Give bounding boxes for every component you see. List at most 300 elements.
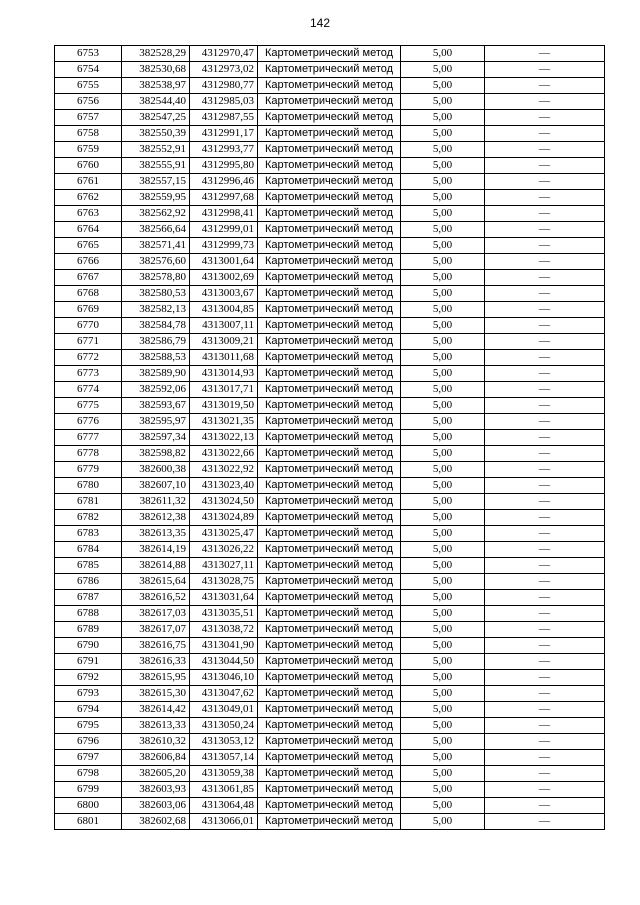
table-row <box>55 254 605 270</box>
x-coordinate-cell: 382606,84 <box>122 750 190 766</box>
x-coordinate-cell: 382598,82 <box>122 446 190 462</box>
note-cell: — <box>485 622 605 638</box>
table-row <box>55 94 605 110</box>
method-cell: Картометрический метод <box>258 238 401 254</box>
x-coordinate-cell: 382615,64 <box>122 574 190 590</box>
note-cell: — <box>485 318 605 334</box>
accuracy-cell: 5,00 <box>401 366 485 382</box>
x-coordinate-cell: 382578,80 <box>122 270 190 286</box>
method-cell: Картометрический метод <box>258 782 401 798</box>
y-coordinate-cell: 4312985,03 <box>190 94 258 110</box>
accuracy-cell: 5,00 <box>401 110 485 126</box>
x-coordinate-cell: 382550,39 <box>122 126 190 142</box>
note-cell: — <box>485 398 605 414</box>
table-row <box>55 110 605 126</box>
accuracy-cell: 5,00 <box>401 334 485 350</box>
method-cell: Картометрический метод <box>258 414 401 430</box>
table-row <box>55 814 605 830</box>
point-number-cell: 6771 <box>55 334 122 350</box>
table-row <box>55 638 605 654</box>
method-cell: Картометрический метод <box>258 686 401 702</box>
y-coordinate-cell: 4313022,92 <box>190 462 258 478</box>
note-cell: — <box>485 238 605 254</box>
table-row <box>55 238 605 254</box>
note-cell: — <box>485 206 605 222</box>
point-number-cell: 6780 <box>55 478 122 494</box>
y-coordinate-cell: 4313044,50 <box>190 654 258 670</box>
table-row <box>55 318 605 334</box>
method-cell: Картометрический метод <box>258 334 401 350</box>
x-coordinate-cell: 382617,03 <box>122 606 190 622</box>
point-number-cell: 6758 <box>55 126 122 142</box>
x-coordinate-cell: 382530,68 <box>122 62 190 78</box>
method-cell: Картометрический метод <box>258 318 401 334</box>
accuracy-cell: 5,00 <box>401 414 485 430</box>
point-number-cell: 6796 <box>55 734 122 750</box>
table-row <box>55 366 605 382</box>
accuracy-cell: 5,00 <box>401 782 485 798</box>
table-row <box>55 574 605 590</box>
note-cell: — <box>485 510 605 526</box>
x-coordinate-cell: 382595,97 <box>122 414 190 430</box>
table-row <box>55 510 605 526</box>
table-row <box>55 494 605 510</box>
x-coordinate-cell: 382584,78 <box>122 318 190 334</box>
note-cell: — <box>485 110 605 126</box>
table-row <box>55 798 605 814</box>
point-number-cell: 6764 <box>55 222 122 238</box>
x-coordinate-cell: 382614,88 <box>122 558 190 574</box>
accuracy-cell: 5,00 <box>401 238 485 254</box>
accuracy-cell: 5,00 <box>401 622 485 638</box>
note-cell: — <box>485 254 605 270</box>
point-number-cell: 6762 <box>55 190 122 206</box>
accuracy-cell: 5,00 <box>401 382 485 398</box>
point-number-cell: 6759 <box>55 142 122 158</box>
point-number-cell: 6765 <box>55 238 122 254</box>
table-row <box>55 62 605 78</box>
point-number-cell: 6756 <box>55 94 122 110</box>
point-number-cell: 6777 <box>55 430 122 446</box>
note-cell: — <box>485 606 605 622</box>
point-number-cell: 6791 <box>55 654 122 670</box>
point-number-cell: 6767 <box>55 270 122 286</box>
accuracy-cell: 5,00 <box>401 222 485 238</box>
accuracy-cell: 5,00 <box>401 174 485 190</box>
y-coordinate-cell: 4312999,73 <box>190 238 258 254</box>
table-row <box>55 462 605 478</box>
method-cell: Картометрический метод <box>258 62 401 78</box>
y-coordinate-cell: 4313028,75 <box>190 574 258 590</box>
point-number-cell: 6782 <box>55 510 122 526</box>
x-coordinate-cell: 382582,13 <box>122 302 190 318</box>
note-cell: — <box>485 286 605 302</box>
method-cell: Картометрический метод <box>258 446 401 462</box>
x-coordinate-cell: 382576,60 <box>122 254 190 270</box>
note-cell: — <box>485 158 605 174</box>
point-number-cell: 6797 <box>55 750 122 766</box>
table-row <box>55 478 605 494</box>
y-coordinate-cell: 4312987,55 <box>190 110 258 126</box>
accuracy-cell: 5,00 <box>401 446 485 462</box>
y-coordinate-cell: 4312999,01 <box>190 222 258 238</box>
accuracy-cell: 5,00 <box>401 158 485 174</box>
y-coordinate-cell: 4313059,38 <box>190 766 258 782</box>
accuracy-cell: 5,00 <box>401 766 485 782</box>
y-coordinate-cell: 4313002,69 <box>190 270 258 286</box>
accuracy-cell: 5,00 <box>401 526 485 542</box>
accuracy-cell: 5,00 <box>401 654 485 670</box>
table-row <box>55 766 605 782</box>
x-coordinate-cell: 382528,29 <box>122 46 190 62</box>
y-coordinate-cell: 4313019,50 <box>190 398 258 414</box>
x-coordinate-cell: 382586,79 <box>122 334 190 350</box>
x-coordinate-cell: 382610,32 <box>122 734 190 750</box>
table-row <box>55 606 605 622</box>
accuracy-cell: 5,00 <box>401 638 485 654</box>
x-coordinate-cell: 382544,40 <box>122 94 190 110</box>
note-cell: — <box>485 462 605 478</box>
method-cell: Картометрический метод <box>258 734 401 750</box>
accuracy-cell: 5,00 <box>401 478 485 494</box>
accuracy-cell: 5,00 <box>401 462 485 478</box>
point-number-cell: 6769 <box>55 302 122 318</box>
note-cell: — <box>485 814 605 830</box>
x-coordinate-cell: 382562,92 <box>122 206 190 222</box>
x-coordinate-cell: 382615,30 <box>122 686 190 702</box>
accuracy-cell: 5,00 <box>401 590 485 606</box>
table-row <box>55 174 605 190</box>
note-cell: — <box>485 638 605 654</box>
x-coordinate-cell: 382613,33 <box>122 718 190 734</box>
note-cell: — <box>485 382 605 398</box>
y-coordinate-cell: 4313004,85 <box>190 302 258 318</box>
accuracy-cell: 5,00 <box>401 46 485 62</box>
method-cell: Картометрический метод <box>258 222 401 238</box>
method-cell: Картометрический метод <box>258 750 401 766</box>
method-cell: Картометрический метод <box>258 494 401 510</box>
x-coordinate-cell: 382617,07 <box>122 622 190 638</box>
note-cell: — <box>485 46 605 62</box>
point-number-cell: 6779 <box>55 462 122 478</box>
coordinates-table <box>54 45 605 830</box>
accuracy-cell: 5,00 <box>401 430 485 446</box>
x-coordinate-cell: 382611,32 <box>122 494 190 510</box>
method-cell: Картометрический метод <box>258 254 401 270</box>
point-number-cell: 6794 <box>55 702 122 718</box>
method-cell: Картометрический метод <box>258 398 401 414</box>
y-coordinate-cell: 4313009,21 <box>190 334 258 350</box>
method-cell: Картометрический метод <box>258 766 401 782</box>
note-cell: — <box>485 526 605 542</box>
table-row <box>55 78 605 94</box>
x-coordinate-cell: 382580,53 <box>122 286 190 302</box>
y-coordinate-cell: 4313031,64 <box>190 590 258 606</box>
note-cell: — <box>485 702 605 718</box>
accuracy-cell: 5,00 <box>401 558 485 574</box>
method-cell: Картометрический метод <box>258 142 401 158</box>
note-cell: — <box>485 542 605 558</box>
method-cell: Картометрический метод <box>258 478 401 494</box>
table-row <box>55 286 605 302</box>
method-cell: Картометрический метод <box>258 606 401 622</box>
note-cell: — <box>485 334 605 350</box>
accuracy-cell: 5,00 <box>401 510 485 526</box>
x-coordinate-cell: 382603,93 <box>122 782 190 798</box>
accuracy-cell: 5,00 <box>401 542 485 558</box>
x-coordinate-cell: 382552,91 <box>122 142 190 158</box>
y-coordinate-cell: 4313007,11 <box>190 318 258 334</box>
accuracy-cell: 5,00 <box>401 718 485 734</box>
x-coordinate-cell: 382613,35 <box>122 526 190 542</box>
table-row <box>55 702 605 718</box>
accuracy-cell: 5,00 <box>401 286 485 302</box>
table-row <box>55 270 605 286</box>
table-row <box>55 334 605 350</box>
y-coordinate-cell: 4313024,89 <box>190 510 258 526</box>
method-cell: Картометрический метод <box>258 206 401 222</box>
y-coordinate-cell: 4313041,90 <box>190 638 258 654</box>
accuracy-cell: 5,00 <box>401 494 485 510</box>
point-number-cell: 6781 <box>55 494 122 510</box>
table-row <box>55 670 605 686</box>
point-number-cell: 6763 <box>55 206 122 222</box>
method-cell: Картометрический метод <box>258 430 401 446</box>
method-cell: Картометрический метод <box>258 158 401 174</box>
table-row <box>55 190 605 206</box>
note-cell: — <box>485 270 605 286</box>
method-cell: Картометрический метод <box>258 350 401 366</box>
accuracy-cell: 5,00 <box>401 686 485 702</box>
note-cell: — <box>485 78 605 94</box>
accuracy-cell: 5,00 <box>401 702 485 718</box>
accuracy-cell: 5,00 <box>401 398 485 414</box>
x-coordinate-cell: 382547,25 <box>122 110 190 126</box>
table-row <box>55 526 605 542</box>
table-row <box>55 542 605 558</box>
point-number-cell: 6785 <box>55 558 122 574</box>
x-coordinate-cell: 382559,95 <box>122 190 190 206</box>
point-number-cell: 6783 <box>55 526 122 542</box>
accuracy-cell: 5,00 <box>401 270 485 286</box>
note-cell: — <box>485 670 605 686</box>
x-coordinate-cell: 382588,53 <box>122 350 190 366</box>
accuracy-cell: 5,00 <box>401 142 485 158</box>
y-coordinate-cell: 4313023,40 <box>190 478 258 494</box>
accuracy-cell: 5,00 <box>401 574 485 590</box>
x-coordinate-cell: 382615,95 <box>122 670 190 686</box>
y-coordinate-cell: 4312996,46 <box>190 174 258 190</box>
y-coordinate-cell: 4313053,12 <box>190 734 258 750</box>
y-coordinate-cell: 4312970,47 <box>190 46 258 62</box>
x-coordinate-cell: 382597,34 <box>122 430 190 446</box>
table-row <box>55 446 605 462</box>
x-coordinate-cell: 382607,10 <box>122 478 190 494</box>
note-cell: — <box>485 414 605 430</box>
point-number-cell: 6754 <box>55 62 122 78</box>
y-coordinate-cell: 4313022,66 <box>190 446 258 462</box>
accuracy-cell: 5,00 <box>401 94 485 110</box>
table-row <box>55 414 605 430</box>
x-coordinate-cell: 382616,33 <box>122 654 190 670</box>
method-cell: Картометрический метод <box>258 462 401 478</box>
y-coordinate-cell: 4313001,64 <box>190 254 258 270</box>
method-cell: Картометрический метод <box>258 46 401 62</box>
method-cell: Картометрический метод <box>258 814 401 830</box>
x-coordinate-cell: 382612,38 <box>122 510 190 526</box>
y-coordinate-cell: 4312991,17 <box>190 126 258 142</box>
y-coordinate-cell: 4312998,41 <box>190 206 258 222</box>
method-cell: Картометрический метод <box>258 382 401 398</box>
point-number-cell: 6795 <box>55 718 122 734</box>
x-coordinate-cell: 382616,75 <box>122 638 190 654</box>
y-coordinate-cell: 4313021,35 <box>190 414 258 430</box>
method-cell: Картометрический метод <box>258 574 401 590</box>
point-number-cell: 6790 <box>55 638 122 654</box>
y-coordinate-cell: 4312993,77 <box>190 142 258 158</box>
table-row <box>55 782 605 798</box>
table-row <box>55 398 605 414</box>
y-coordinate-cell: 4313064,48 <box>190 798 258 814</box>
note-cell: — <box>485 446 605 462</box>
y-coordinate-cell: 4313035,51 <box>190 606 258 622</box>
method-cell: Картометрический метод <box>258 718 401 734</box>
page-number: 142 <box>309 16 331 30</box>
table-row <box>55 302 605 318</box>
method-cell: Картометрический метод <box>258 110 401 126</box>
point-number-cell: 6788 <box>55 606 122 622</box>
y-coordinate-cell: 4312997,68 <box>190 190 258 206</box>
method-cell: Картометрический метод <box>258 670 401 686</box>
table-row <box>55 430 605 446</box>
method-cell: Картометрический метод <box>258 366 401 382</box>
x-coordinate-cell: 382538,97 <box>122 78 190 94</box>
table-row <box>55 126 605 142</box>
note-cell: — <box>485 686 605 702</box>
point-number-cell: 6774 <box>55 382 122 398</box>
accuracy-cell: 5,00 <box>401 254 485 270</box>
y-coordinate-cell: 4313026,22 <box>190 542 258 558</box>
x-coordinate-cell: 382605,20 <box>122 766 190 782</box>
method-cell: Картометрический метод <box>258 622 401 638</box>
y-coordinate-cell: 4313038,72 <box>190 622 258 638</box>
accuracy-cell: 5,00 <box>401 814 485 830</box>
table-row <box>55 222 605 238</box>
method-cell: Картометрический метод <box>258 270 401 286</box>
x-coordinate-cell: 382566,64 <box>122 222 190 238</box>
note-cell: — <box>485 654 605 670</box>
note-cell: — <box>485 782 605 798</box>
accuracy-cell: 5,00 <box>401 350 485 366</box>
note-cell: — <box>485 350 605 366</box>
x-coordinate-cell: 382593,67 <box>122 398 190 414</box>
x-coordinate-cell: 382603,06 <box>122 798 190 814</box>
accuracy-cell: 5,00 <box>401 302 485 318</box>
accuracy-cell: 5,00 <box>401 606 485 622</box>
table-row <box>55 622 605 638</box>
point-number-cell: 6768 <box>55 286 122 302</box>
point-number-cell: 6786 <box>55 574 122 590</box>
point-number-cell: 6792 <box>55 670 122 686</box>
accuracy-cell: 5,00 <box>401 78 485 94</box>
method-cell: Картометрический метод <box>258 526 401 542</box>
method-cell: Картометрический метод <box>258 638 401 654</box>
table-row <box>55 558 605 574</box>
method-cell: Картометрический метод <box>258 542 401 558</box>
table-row <box>55 590 605 606</box>
method-cell: Картометрический метод <box>258 798 401 814</box>
point-number-cell: 6778 <box>55 446 122 462</box>
note-cell: — <box>485 558 605 574</box>
table-row <box>55 382 605 398</box>
note-cell: — <box>485 494 605 510</box>
x-coordinate-cell: 382616,52 <box>122 590 190 606</box>
accuracy-cell: 5,00 <box>401 670 485 686</box>
accuracy-cell: 5,00 <box>401 206 485 222</box>
point-number-cell: 6760 <box>55 158 122 174</box>
note-cell: — <box>485 174 605 190</box>
x-coordinate-cell: 382592,06 <box>122 382 190 398</box>
note-cell: — <box>485 94 605 110</box>
point-number-cell: 6799 <box>55 782 122 798</box>
table-row <box>55 654 605 670</box>
accuracy-cell: 5,00 <box>401 126 485 142</box>
point-number-cell: 6766 <box>55 254 122 270</box>
point-number-cell: 6801 <box>55 814 122 830</box>
note-cell: — <box>485 430 605 446</box>
accuracy-cell: 5,00 <box>401 750 485 766</box>
point-number-cell: 6787 <box>55 590 122 606</box>
y-coordinate-cell: 4312995,80 <box>190 158 258 174</box>
point-number-cell: 6755 <box>55 78 122 94</box>
table-row <box>55 158 605 174</box>
point-number-cell: 6776 <box>55 414 122 430</box>
note-cell: — <box>485 478 605 494</box>
y-coordinate-cell: 4313061,85 <box>190 782 258 798</box>
point-number-cell: 6789 <box>55 622 122 638</box>
y-coordinate-cell: 4313046,10 <box>190 670 258 686</box>
y-coordinate-cell: 4313014,93 <box>190 366 258 382</box>
note-cell: — <box>485 190 605 206</box>
y-coordinate-cell: 4313049,01 <box>190 702 258 718</box>
x-coordinate-cell: 382589,90 <box>122 366 190 382</box>
table-body <box>55 46 605 830</box>
x-coordinate-cell: 382600,38 <box>122 462 190 478</box>
table-row <box>55 718 605 734</box>
point-number-cell: 6757 <box>55 110 122 126</box>
note-cell: — <box>485 222 605 238</box>
table-row <box>55 142 605 158</box>
point-number-cell: 6761 <box>55 174 122 190</box>
y-coordinate-cell: 4313066,01 <box>190 814 258 830</box>
note-cell: — <box>485 366 605 382</box>
method-cell: Картометрический метод <box>258 558 401 574</box>
table-row <box>55 350 605 366</box>
note-cell: — <box>485 590 605 606</box>
table-row <box>55 206 605 222</box>
table-row <box>55 686 605 702</box>
accuracy-cell: 5,00 <box>401 798 485 814</box>
x-coordinate-cell: 382614,42 <box>122 702 190 718</box>
y-coordinate-cell: 4313022,13 <box>190 430 258 446</box>
y-coordinate-cell: 4313017,71 <box>190 382 258 398</box>
point-number-cell: 6784 <box>55 542 122 558</box>
y-coordinate-cell: 4313047,62 <box>190 686 258 702</box>
x-coordinate-cell: 382602,68 <box>122 814 190 830</box>
y-coordinate-cell: 4313003,67 <box>190 286 258 302</box>
x-coordinate-cell: 382557,15 <box>122 174 190 190</box>
method-cell: Картометрический метод <box>258 702 401 718</box>
